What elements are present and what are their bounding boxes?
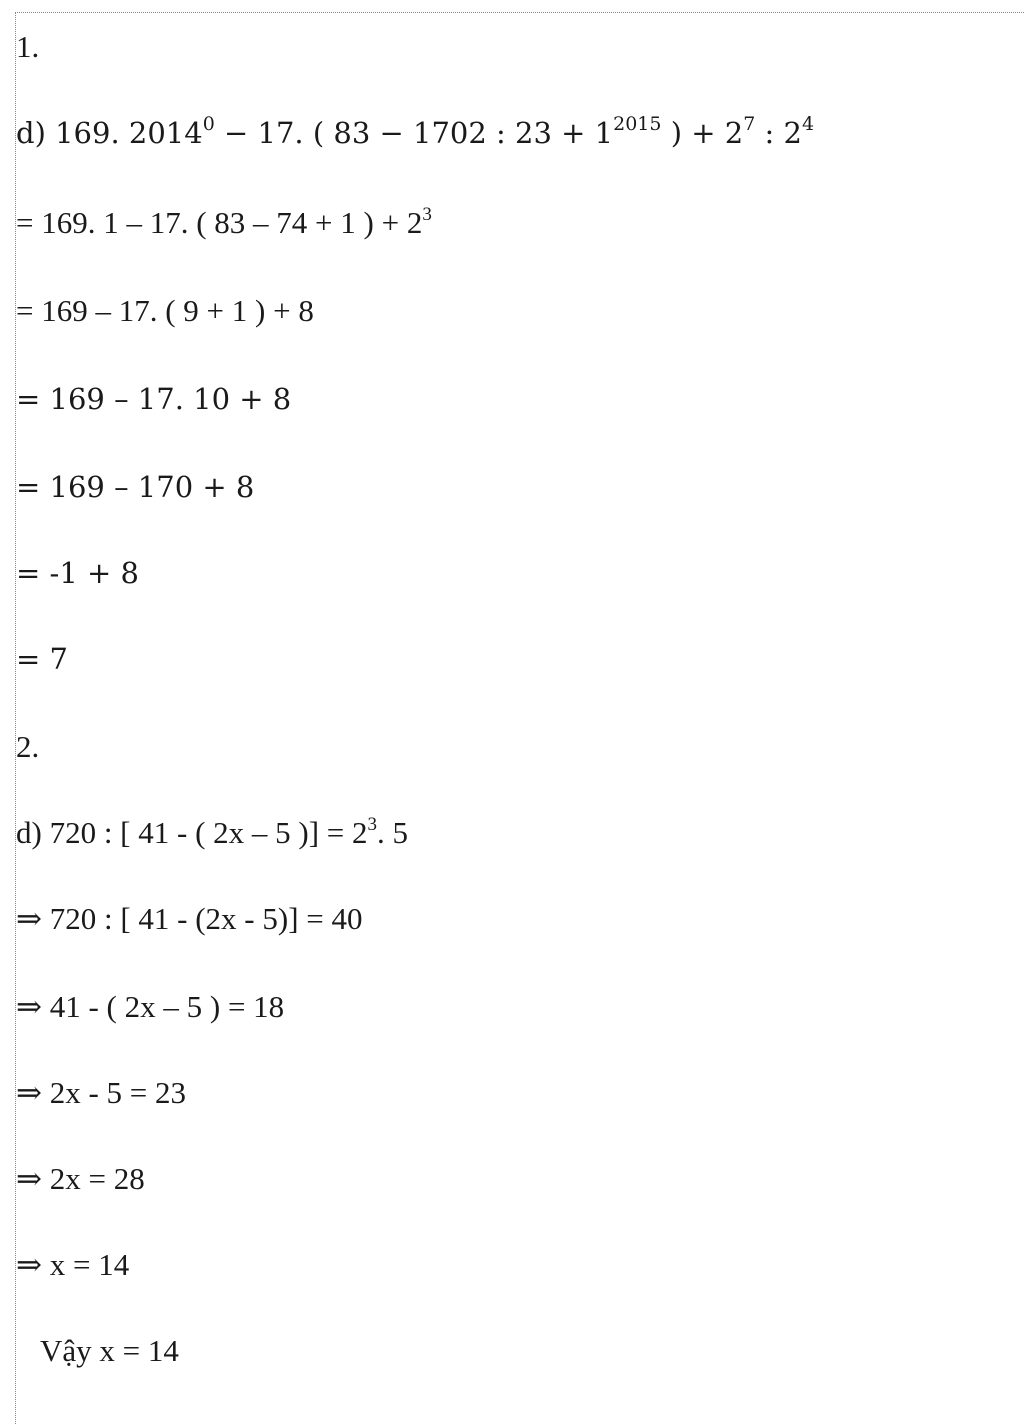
part1-step3: = 169 – 17. 10 + 8 — [16, 382, 292, 416]
part2-step3: ⇒ 2x - 5 = 23 — [16, 1075, 187, 1110]
part2-step1: ⇒ 720 : [ 41 - (2x - 5)] = 40 — [16, 901, 363, 936]
part1-label: 1. — [16, 29, 40, 64]
part1-step4: = 169 – 170 + 8 — [16, 470, 255, 504]
part2-step2: ⇒ 41 - ( 2x – 5 ) = 18 — [16, 989, 285, 1024]
part2-expression — [16, 813, 408, 853]
part2-step4: ⇒ 2x = 28 — [16, 1161, 145, 1196]
part1-step1-text: = 169. 1 – 17. ( 83 – 74 + 1 ) + 2 — [16, 205, 423, 240]
part2-step5: ⇒ x = 14 — [16, 1247, 130, 1282]
part2-expr-suffix: . 5 — [377, 815, 409, 850]
document-page — [15, 12, 1024, 1424]
part1-step2: = 169 – 17. ( 9 + 1 ) + 8 — [16, 293, 314, 328]
part2-label: 2. — [16, 729, 40, 764]
part2-conclusion: Vậy x = 14 — [40, 1333, 179, 1368]
part2-expr-exp: 3 — [367, 813, 378, 835]
part1-expr-exp-a: 0 — [202, 113, 215, 136]
part1-step6: = 7 — [16, 642, 68, 676]
part1-expr-mid-c: : 2 — [755, 116, 802, 150]
part1-expr-exp-c: 7 — [743, 113, 756, 136]
part1-expression — [16, 113, 814, 153]
part1-step5: = -1 + 8 — [16, 556, 139, 590]
part1-step1-exp: 3 — [422, 203, 432, 225]
part1-step1 — [16, 203, 432, 243]
part1-expr-exp-d: 4 — [801, 113, 815, 136]
part1-expr-mid-b: ) + 2 — [661, 116, 744, 150]
part1-expr-exp-b: 2015 — [613, 113, 662, 136]
part1-expr-mid-a: − 17. ( 83 − 1702 : 23 + 1 — [214, 116, 614, 150]
part2-expr-text: d) 720 : [ 41 - ( 2x – 5 )] = 2 — [16, 815, 368, 850]
part1-expr-prefix: d) 169. 2014 — [16, 116, 203, 150]
